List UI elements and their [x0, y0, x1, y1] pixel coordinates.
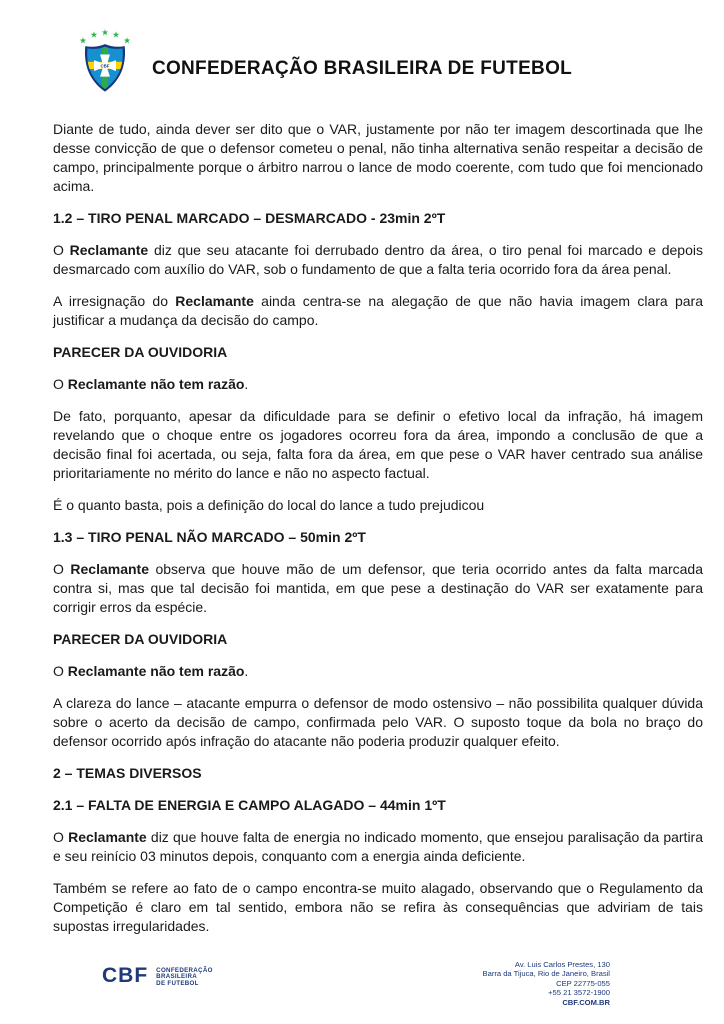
footer-address: [483, 960, 610, 1007]
text-run: 2.1 – FALTA DE ENERGIA E CAMPO ALAGADO – 44min 1ºT: [53, 797, 446, 813]
page-footer: [0, 958, 724, 1018]
footer-address-line: Barra da Tijuca, Rio de Janeiro, Brasil: [482, 969, 610, 979]
paragraph: [53, 828, 703, 866]
text-run: ainda centra-se na alegação de que não havia imagem clara para justificar a mudança da decisão do campo.: [53, 293, 703, 328]
paragraph: [53, 879, 703, 936]
paragraph: [53, 407, 703, 483]
text-run: O: [53, 663, 68, 679]
text-run: Reclamante não tem razão: [67, 376, 245, 392]
footer-org-line: DE FUTEBOL: [156, 979, 199, 987]
text-run: .: [244, 663, 249, 679]
text-run: Reclamante não tem razão: [67, 663, 245, 679]
page-title: CONFEDERAÇÃO BRASILEIRA DE FUTEBOL: [151, 58, 573, 79]
text-run: PARECER DA OUVIDORIA: [53, 344, 228, 360]
cbf-wordmark: CBF: [102, 964, 149, 987]
text-run: Diante de tudo, ainda dever ser dito que o VAR, justamente por não ter imagem descortinada que lhe desse convicção de que o defensor cometeu o penal, não tinha alternativa senão respeitar a decisão de campo, principalmente porque o árbitro narrou o lance de modo coerente, com tudo que foi mencionado acima.: [53, 121, 703, 194]
section-heading: [53, 764, 703, 783]
text-run: De fato, porquanto, apesar da dificuldade para se definir o efetivo local da infração, há imagem revelando que o choque entre os jogadores ocorreu fora da área, impondo a conclusão de que a decisão final foi acertada, ou seja, falta fora da área, em que pese o VAR haver centrado sua análise prioritariamente no mérito do lance e não no aspecto factual.: [53, 408, 703, 481]
text-run: 1.3 – TIRO PENAL NÃO MARCADO – 50min 2ºT: [53, 529, 366, 545]
footer-brand: [102, 964, 213, 987]
text-run: É o quanto basta, pois a definição do local do lance a tudo prejudicou: [53, 497, 485, 513]
paragraph: [53, 694, 703, 751]
paragraph: [53, 662, 703, 681]
section-heading: [53, 630, 703, 649]
text-run: Reclamante: [69, 242, 149, 258]
text-run: Também se refere ao fato de o campo encontra-se muito alagado, observando que o Regulamento da Competição é claro em tal sentido, embora não se refira às consequências que adviriam de tais supostas irregularidades.: [53, 880, 703, 934]
text-run: .: [244, 376, 249, 392]
text-run: Reclamante: [70, 561, 149, 577]
text-run: observa que houve mão de um defensor, que teria ocorrido antes da falta marcada contra si, mas que tal decisão foi mantida, em que pese a destinação do VAR ser exatamente para corrigir erros da espécie.: [53, 561, 703, 615]
text-run: 2 – TEMAS DIVERSOS: [53, 765, 202, 781]
text-run: PARECER DA OUVIDORIA: [53, 631, 228, 647]
crest-stars-icon: [80, 29, 131, 43]
paragraph: [53, 241, 703, 279]
paragraph: [53, 496, 703, 515]
footer-org-line: CONFEDERAÇÃO: [156, 967, 213, 974]
footer-org-line: BRASILEIRA: [156, 973, 197, 981]
footer-website: CBF.COM.BR: [562, 997, 610, 1007]
paragraph: [53, 292, 703, 330]
text-run: A clareza do lance – atacante empurra o defensor de modo ostensivo – não possibilita qualquer dúvida sobre o acerto da decisão de campo, confirmada pelo VAR. O suposto toque da bola no braço do defensor ocorrido após infração do atacante não poderia produzir qualquer efeito.: [53, 695, 703, 749]
paragraph: [53, 120, 703, 196]
text-run: Reclamante: [68, 829, 147, 845]
paragraph: [53, 375, 703, 394]
text-run: O: [53, 829, 69, 845]
footer-address-line: CEP 22775-055: [556, 978, 610, 988]
section-heading: [53, 796, 703, 815]
footer-org-name: [156, 968, 213, 987]
text-run: Reclamante: [175, 293, 254, 309]
section-heading: [53, 209, 703, 228]
footer-address-line: Av. Luis Carlos Prestes, 130: [514, 960, 610, 969]
text-run: diz que seu atacante foi derrubado dentro da área, o tiro penal foi marcado e depois desmarcado com auxílio do VAR, sob o fundamento de que a falta teria ocorrido fora da área penal.: [53, 242, 703, 277]
crest-cbf-text: CBF: [100, 63, 110, 69]
text-run: O: [53, 242, 70, 258]
text-run: diz que houve falta de energia no indicado momento, que ensejou paralisação da partira e seu reinício 03 minutos depois, conquanto com a energia ainda deficiente.: [53, 829, 703, 864]
text-run: 1.2 – TIRO PENAL MARCADO – DESMARCADO - 23min 2ºT: [53, 210, 446, 226]
document-body: [53, 120, 703, 949]
text-run: A irresignação do: [53, 293, 176, 309]
footer-address-line: +55 21 3572-1900: [548, 988, 610, 998]
text-run: O: [53, 561, 71, 577]
section-heading: [53, 343, 703, 362]
text-run: O: [53, 376, 68, 392]
section-heading: [53, 528, 703, 547]
paragraph: [53, 560, 703, 617]
